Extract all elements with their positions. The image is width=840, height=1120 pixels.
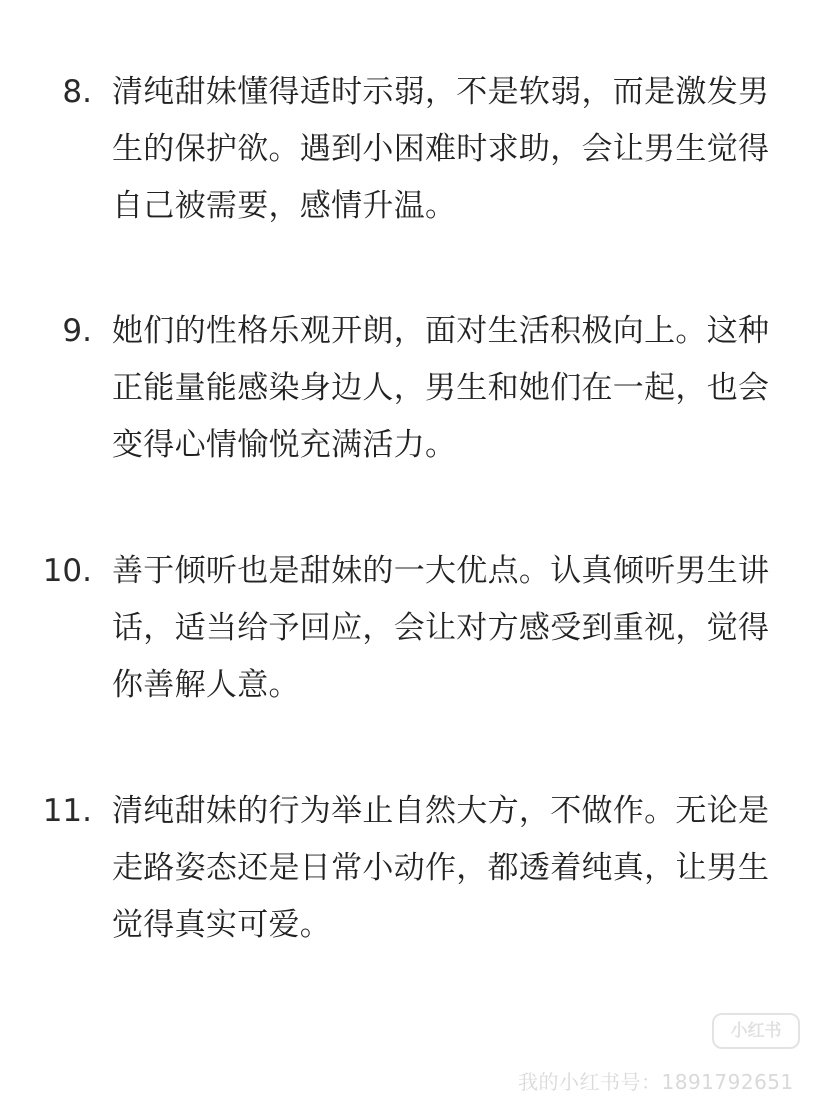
item-text-line: 清纯甜妹懂得适时示弱，不是软弱，而是激发男 [112, 74, 770, 110]
item-text-line: 你善解人意。 [112, 667, 300, 703]
item-number: 8. [62, 74, 92, 110]
item-number: 11. [42, 793, 92, 829]
item-text-line: 觉得真实可爱。 [112, 907, 332, 943]
item-text-line: 变得心情愉悦充满活力。 [112, 427, 457, 463]
item-number: 9. [62, 313, 92, 349]
item-text-line: 善于倾听也是甜妹的一大优点。认真倾听男生讲 [112, 553, 770, 589]
item-text-line: 自己被需要，感情升温。 [112, 188, 457, 224]
item-number: 10. [42, 553, 92, 589]
item-text-line: 正能量能感染身边人，男生和她们在一起，也会 [112, 370, 770, 406]
watermark-logo: 小红书 [712, 1013, 800, 1049]
item-text-line: 走路姿态还是日常小动作，都透着纯真，让男生 [112, 850, 770, 886]
watermark-account: 我的小红书号：1891792651 [518, 1070, 794, 1094]
item-text-line: 话，适当给予回应，会让对方感受到重视，觉得 [112, 610, 770, 646]
item-text-line: 清纯甜妹的行为举止自然大方，不做作。无论是 [112, 793, 770, 829]
item-text-line: 她们的性格乐观开朗，面对生活积极向上。这种 [112, 313, 770, 349]
item-text-line: 生的保护欲。遇到小困难时求助，会让男生觉得 [112, 131, 770, 167]
